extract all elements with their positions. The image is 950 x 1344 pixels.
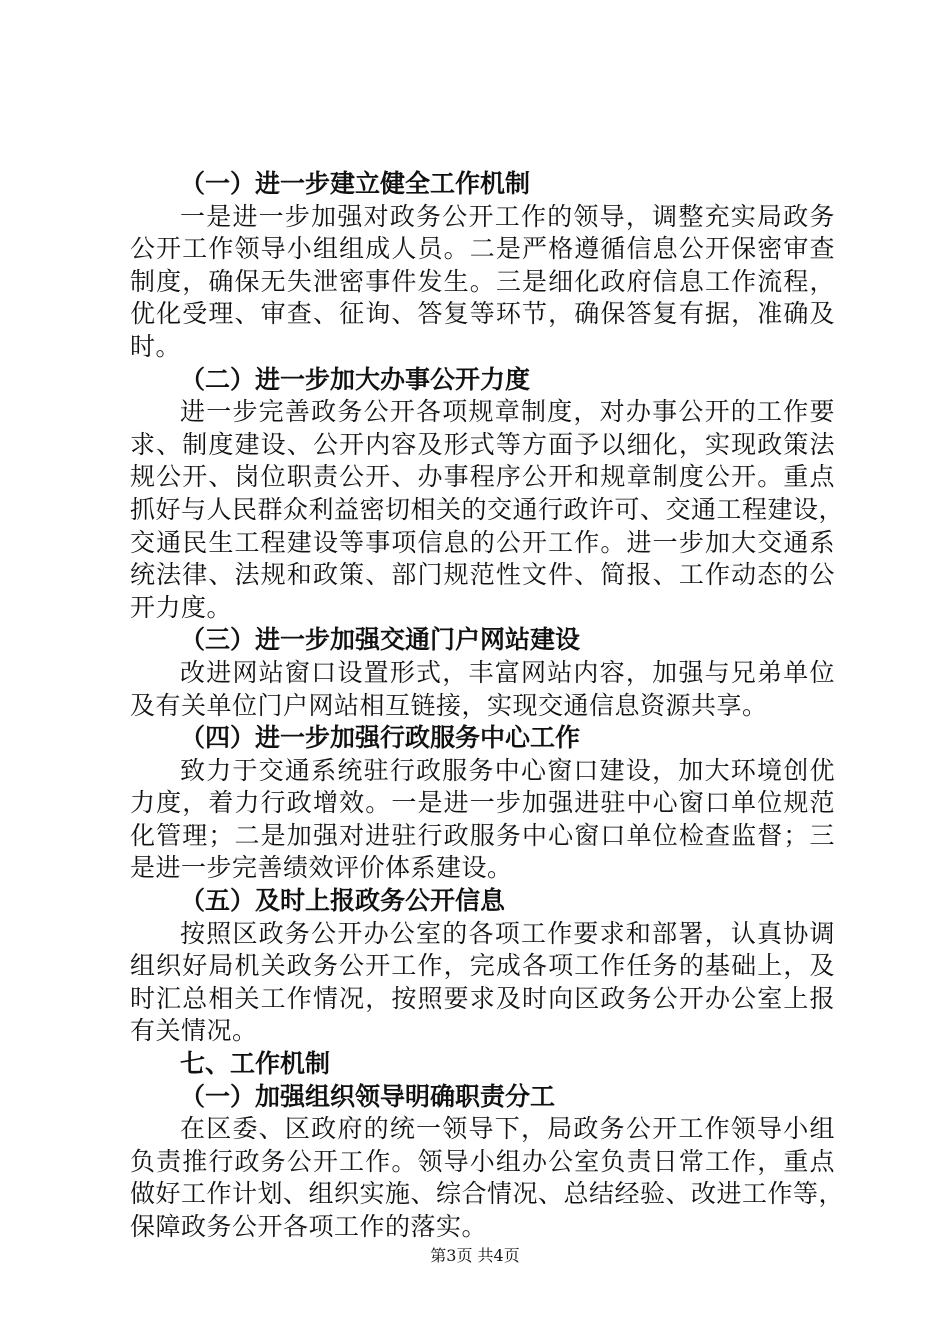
paragraph-line: 优化受理、审查、征询、答复等环节，确保答复有据，准确及 xyxy=(130,299,835,329)
paragraph-line: 力度，着力行政增效。一是进一步加强进驻中心窗口单位规范 xyxy=(130,788,835,818)
paragraph-line: 有关情况。 xyxy=(130,1016,258,1046)
paragraph-line: 及有关单位门户网站相互链接，实现交通信息资源共享。 xyxy=(130,690,768,720)
paragraph-line: 组织好局机关政务公开工作，完成各项工作任务的基础上，及 xyxy=(130,951,835,981)
paragraph-line: 时。 xyxy=(130,331,182,361)
paragraph-line: 致力于交通系统驻行政服务中心窗口建设，加大环境创优 xyxy=(180,755,835,785)
paragraph-line: 时汇总相关工作情况，按照要求及时向区政务公开办公室上报 xyxy=(130,983,835,1013)
section-7 xyxy=(130,1081,845,1244)
section-heading: （一）进一步建立健全工作机制 xyxy=(180,169,531,198)
paragraph-line: 制度，确保无失泄密事件发生。三是细化政府信息工作流程， xyxy=(130,266,835,296)
section-1 xyxy=(130,168,835,364)
section-5 xyxy=(130,885,835,1048)
paragraph-line: 交通民生工程建设等事项信息的公开工作。进一步加大交通系 xyxy=(130,527,835,557)
paragraph-line: 保障政务公开各项工作的落实。 xyxy=(130,1212,488,1241)
document-body xyxy=(130,168,845,1244)
paragraph-line: 负责推行政务公开工作。领导小组办公室负责日常工作，重点 xyxy=(130,1146,835,1176)
section-heading: （一）加强组织领导明确职责分工 xyxy=(180,1081,556,1111)
paragraph-line: 一是进一步加强对政务公开工作的领导，调整充实局政务 xyxy=(180,201,835,231)
section-2 xyxy=(130,364,845,625)
section-heading: （三）进一步加强交通门户网站建设 xyxy=(180,625,581,655)
paragraph-line: 规公开、岗位职责公开、办事程序公开和规章制度公开。重点 xyxy=(130,462,835,492)
paragraph-line: 是进一步完善绩效评价体系建设。 xyxy=(130,853,513,883)
section-heading: （四）进一步加强行政服务中心工作 xyxy=(180,723,581,753)
section-heading: （二）进一步加大办事公开力度 xyxy=(180,364,531,394)
paragraph-line: 抓好与人民群众利益密切相关的交通行政许可、交通工程建设， xyxy=(130,494,845,524)
paragraph-line: 按照区政务公开办公室的各项工作要求和部署，认真协调 xyxy=(180,918,835,948)
section-6 xyxy=(130,1048,835,1081)
paragraph-line: 开力度。 xyxy=(130,592,233,622)
paragraph-line: 进一步完善政务公开各项规章制度，对办事公开的工作要 xyxy=(180,397,835,427)
page-footer: 第3页 共4页 xyxy=(430,1246,520,1265)
paragraph-line: 在区委、区政府的统一领导下，局政务公开工作领导小组 xyxy=(180,1114,835,1144)
section-4 xyxy=(130,722,835,885)
paragraph-line: 做好工作计划、组织实施、综合情况、总结经验、改进工作等， xyxy=(130,1179,845,1209)
section-3 xyxy=(130,624,835,722)
paragraph-line: 统法律、法规和政策、部门规范性文件、简报、工作动态的公 xyxy=(130,560,835,590)
paragraph-line: 公开工作领导小组组成人员。二是严格遵循信息公开保密审查 xyxy=(130,234,835,264)
paragraph-line: 改进网站窗口设置形式，丰富网站内容，加强与兄弟单位 xyxy=(180,657,835,687)
section-heading: （五）及时上报政务公开信息 xyxy=(180,886,506,916)
paragraph-line: 化管理；二是加强对进驻行政服务中心窗口单位检查监督；三 xyxy=(130,820,835,850)
chapter-heading: 七、工作机制 xyxy=(180,1049,331,1079)
paragraph-line: 求、制度建设、公开内容及形式等方面予以细化，实现政策法 xyxy=(130,429,835,459)
